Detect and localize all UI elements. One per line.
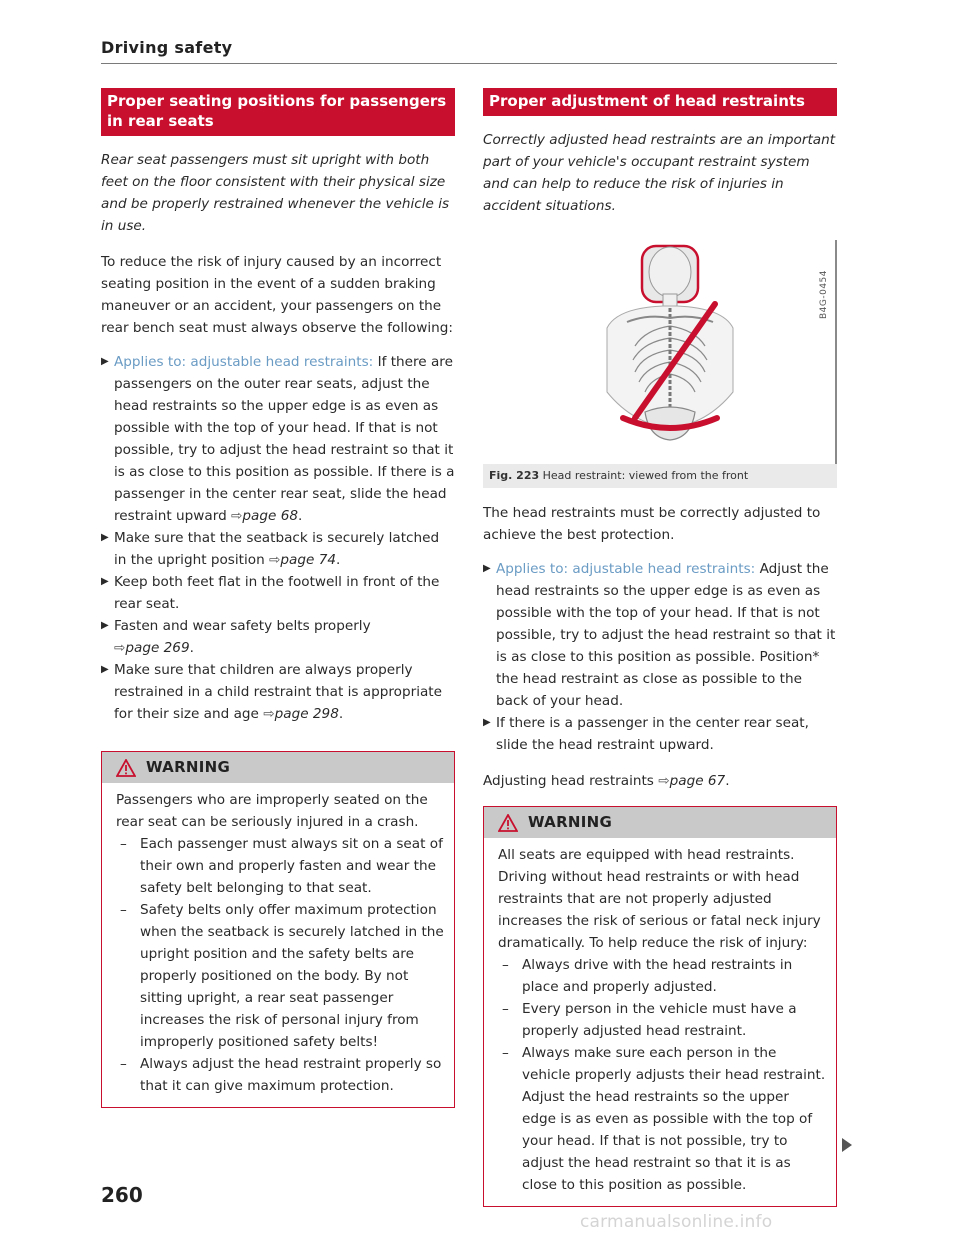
page-reference-link[interactable]: ⇨page 298 [263, 706, 339, 722]
list-item: – Always make sure each person in the vehicle properly adjusts their head restraint. Adjust the head restraints so the upper edge is as even as possible with the top of your head. If that is not possible, try to adjust the head restraint so that it is as close to this position as possible. [502, 1045, 826, 1193]
bullet-arrow-icon: ▶ [483, 717, 491, 728]
bullet-text: Keep both feet flat in the footwell in front of the rear seat. [114, 574, 440, 612]
figure-label: Fig. 223 [489, 469, 540, 482]
continue-arrow-icon [842, 1138, 852, 1152]
warning-intro: Passengers who are improperly seated on the rear seat can be seriously injured in a crash. [116, 792, 428, 830]
head-restraint-body: The head restraints must be correctly adjusted to achieve the best protection. [483, 505, 821, 543]
bullet-arrow-icon: ▶ [483, 563, 491, 574]
bullet-arrow-icon: ▶ [101, 664, 109, 675]
header-divider [101, 63, 837, 64]
warning-triangle-icon [116, 759, 136, 777]
page-reference-link[interactable]: ⇨page 67 [658, 773, 726, 789]
list-item: ▶ Applies to: adjustable head restraints: If there are passengers on the outer rear seats, adjust the head restraints so the upper edge is as even as possible with the top of your head. If that is not possible, try to adjust the head restraint so that it is as close to this position as possible. If there is a passenger in the center rear seat, slide the head restraint upward ⇨page 68. [101, 351, 455, 527]
bullet-arrow-icon: ▶ [101, 576, 109, 587]
bullet-text: If there are passengers on the outer rear seats, adjust the head restraints so the upper edge is as even as possible with the top of your head. If that is not possible, try to adjust the head restraint so that it is as close to this position as possible. If there is a passenger in the center rear seat, slide the head restraint upward [114, 354, 455, 524]
arrow-right-icon: ⇨ [114, 640, 126, 656]
list-item: – Each passenger must always sit on a seat of their own and properly fasten and wear the safety belt belonging to that seat. [120, 836, 443, 896]
bullet-text: Make sure that the seatback is securely latched in the upright position [114, 530, 440, 568]
head-restraint-heading: Proper adjustment of head restraints [483, 88, 837, 116]
bullet-arrow-icon: ▶ [101, 532, 109, 543]
bullet-text: Adjust the head restraints so the upper edge is as even as possible with the top of your head. If that is not possible, try to adjust the head restraint so that it is as close to this position as possible. Position* the head restraint as close as possible to the back of your head. [496, 561, 836, 709]
bullet-arrow-icon: ▶ [101, 620, 109, 631]
list-item: – Always adjust the head restraint properly so that it can give maximum protection. [120, 1056, 442, 1094]
bullet-text: Make sure that children are always properly restrained in a child restraint that is appropriate for their size and age [114, 662, 442, 722]
list-item: – Always drive with the head restraints in place and properly adjusted. [502, 957, 793, 995]
page-reference-link[interactable]: ⇨page 68 [231, 508, 298, 524]
warning-title: WARNING [146, 758, 231, 776]
page-reference-link[interactable]: ⇨page 269 [114, 640, 190, 656]
warning-triangle-icon [498, 814, 518, 832]
figure-head-restraint [483, 240, 837, 464]
warning-body [102, 783, 454, 1107]
list-item: – Safety belts only offer maximum protection when the seatback is securely latched in the upright position and the safety belts are properly positioned on the body. By not sitting upright, a rear seat passenger increases the risk of personal injury from improperly positioned safety belts! [120, 902, 444, 1050]
page-number: 260 [101, 1183, 143, 1207]
page-reference-link[interactable]: ⇨page 74 [269, 552, 336, 568]
rear-seat-bullet-list [101, 351, 455, 725]
head-restraint-intro: Correctly adjusted head restraints are an important part of your vehicle's occupant restraint system and can help to reduce the risk of injuries in accident situations. [483, 132, 836, 214]
warning-title: WARNING [528, 813, 613, 831]
list-item: ▶ Fasten and wear safety belts properly ⇨page 269. [101, 615, 455, 659]
list-item: – Every person in the vehicle must have a properly adjusted head restraint. [502, 1001, 797, 1039]
warning-body [484, 838, 836, 1206]
arrow-right-icon: ⇨ [231, 508, 243, 524]
list-item: ▶ Make sure that children are always properly restrained in a child restraint that is appropriate for their size and age ⇨page 298. [101, 659, 455, 725]
list-item [483, 558, 837, 712]
bullet-arrow-icon: ▶ [101, 356, 109, 367]
arrow-right-icon: ⇨ [269, 552, 281, 568]
rear-seat-intro: Rear seat passengers must sit upright with both feet on the floor consistent with their physical size and be properly restrained whenever the vehicle is in use. [101, 152, 450, 234]
warning-box [101, 751, 455, 1108]
warning-header [484, 807, 836, 838]
head-restraint-illustration [587, 242, 757, 462]
figure-code: B4G-0454 [819, 270, 829, 320]
warning-intro: All seats are equipped with head restraints. Driving without head restraints or with head restraints that are not properly adjusted increases the risk of serious or fatal neck injury dramatically. To help reduce the risk of injury: [498, 847, 821, 951]
rear-seat-body: To reduce the risk of injury caused by an incorrect seating position in the event of a sudden braking maneuver or an accident, your passengers on the rear bench seat must always observe the following: [101, 254, 453, 336]
adjusting-reference: Adjusting head restraints ⇨page 67. [483, 773, 730, 789]
figure-caption [483, 464, 837, 488]
rear-seat-heading: Proper seating positions for passengers in rear seats [101, 88, 455, 136]
section-title: Driving safety [101, 38, 233, 57]
head-restraint-bullet-list [483, 558, 837, 756]
arrow-right-icon: ⇨ [658, 773, 670, 789]
bullet-text: Fasten and wear safety belts properly [114, 618, 371, 634]
warning-header [102, 752, 454, 783]
bullet-text: If there is a passenger in the center rear seat, slide the head restraint upward. [496, 715, 809, 753]
left-column [101, 88, 455, 1108]
applies-to-label: Applies to: adjustable head restraints: [496, 561, 756, 577]
figure-caption-text: Head restraint: viewed from the front [542, 469, 749, 482]
list-item: ▶ Make sure that the seatback is securely latched in the upright position ⇨page 74. [101, 527, 455, 571]
applies-to-label: Applies to: adjustable head restraints: [114, 354, 374, 370]
warning-box [483, 806, 837, 1207]
right-column [483, 88, 837, 1207]
arrow-right-icon: ⇨ [263, 706, 275, 722]
list-item [483, 712, 837, 756]
watermark: carmanualsonline.info [580, 1212, 773, 1232]
list-item [101, 571, 455, 615]
